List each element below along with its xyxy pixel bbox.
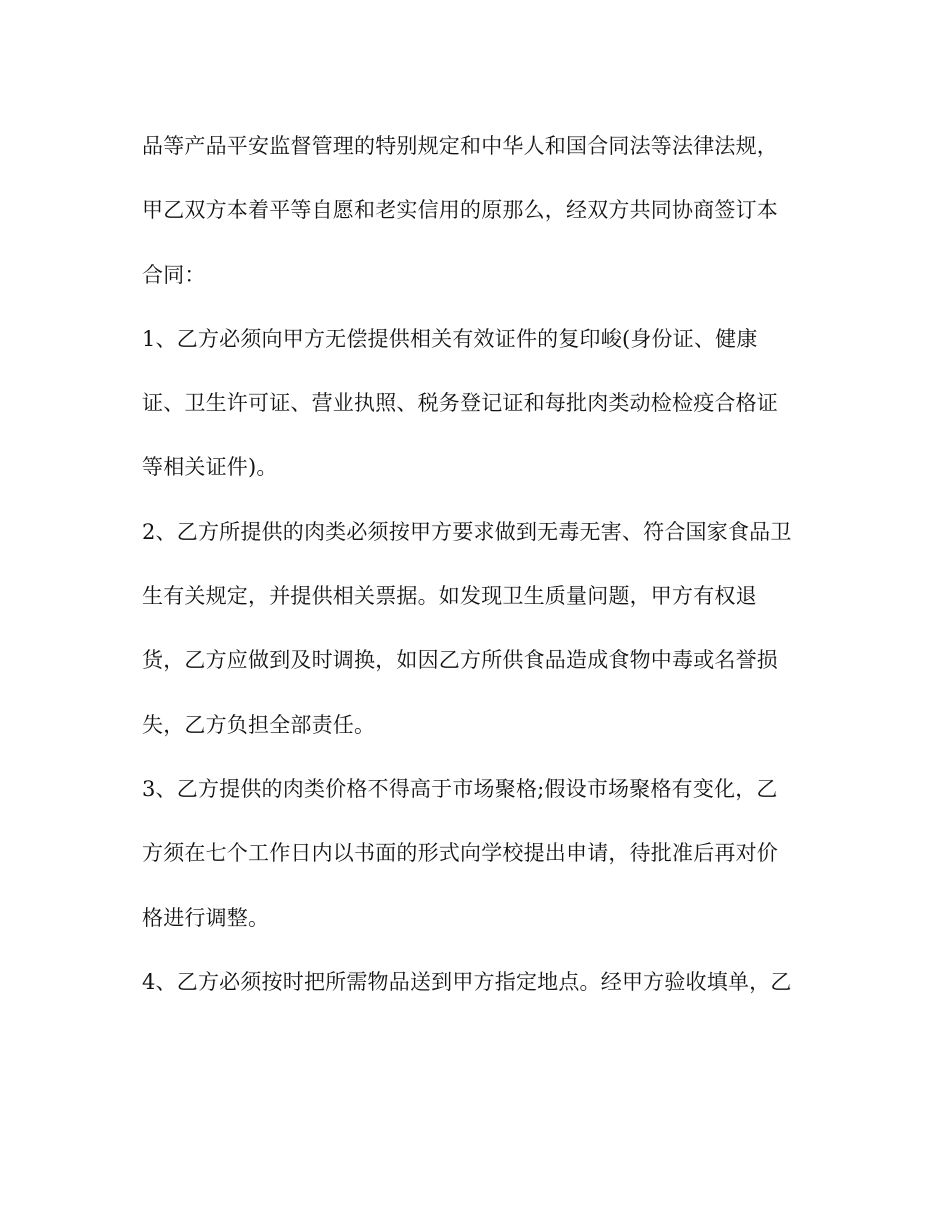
text-line: 货，乙方应做到及时调换，如因乙方所供食品造成食物中毒或名誉损 [142, 648, 778, 673]
text-line: 4、乙方必须按时把所需物品送到甲方指定地点。经甲方验收填单，乙 [142, 969, 792, 994]
text-line: 2、乙方所提供的肉类必须按甲方要求做到无毒无害、符合国家食品卫 [142, 519, 792, 544]
text-line: 1、乙方必须向甲方无偿提供相关有效证件的复印峻(身份证、健康 [142, 326, 758, 351]
text-line: 甲乙双方本着平等自愿和老实信用的原那么，经双方共同协商签订本 [142, 198, 778, 223]
text-line: 等相关证件)。 [142, 455, 278, 480]
text-line: 3、乙方提供的肉类价格不得高于市场聚格;假设市场聚格有变化，乙 [142, 776, 778, 801]
text-line: 方须在七个工作日内以书面的形式向学校提出申请，待批准后再对价 [142, 841, 778, 866]
text-line: 证、卫生许可证、营业执照、税务登记证和每批肉类动检检疫合格证 [142, 391, 778, 416]
text-line: 生有关规定，并提供相关票据。如发现卫生质量问题，甲方有权退 [142, 584, 757, 609]
text-line: 合同： [142, 262, 206, 287]
text-line: 品等产品平安监督管理的特别规定和中华人和国合同法等法律法规， [142, 134, 778, 158]
contract-body [142, 114, 822, 1014]
text-line: 格进行调整。 [142, 905, 270, 930]
text-line: 失，乙方负担全部责任。 [142, 712, 376, 737]
